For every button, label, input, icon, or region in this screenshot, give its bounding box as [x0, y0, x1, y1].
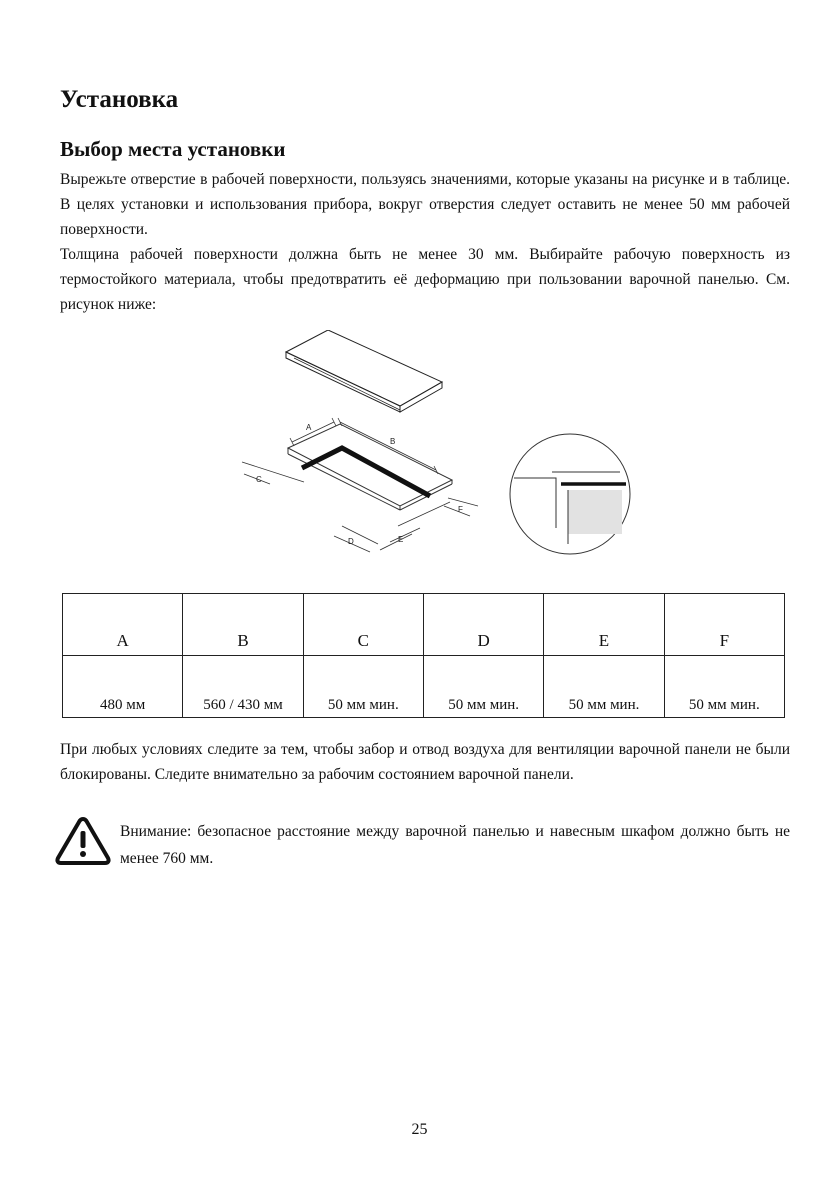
header-cell-a: A — [63, 594, 183, 656]
label-c: C — [256, 475, 262, 484]
dimensions-table — [62, 593, 785, 718]
label-b: B — [390, 437, 396, 446]
installation-diagram — [230, 330, 640, 560]
ventilation-paragraph: При любых условиях следите за тем, чтобы забор и отвод воздуха для вентиляции варочной панели не были блокированы. Следите внимательно за рабочим состоянием варочной панели. — [60, 741, 790, 783]
warning-text: Внимание: безопасное расстояние между варочной панелью и навесным шкафом должно быть не менее 760 мм. — [120, 823, 790, 867]
label-d: D — [348, 537, 354, 546]
header-cell-b: B — [183, 594, 303, 656]
label-a: A — [306, 423, 312, 432]
header-cell-e: E — [544, 594, 664, 656]
table-header-row — [63, 594, 785, 656]
label-f: F — [458, 505, 463, 514]
header-cell-c: C — [303, 594, 423, 656]
value-cell-c: 50 мм мин. — [303, 656, 423, 718]
thickness-paragraph: Толщина рабочей поверхности должна быть не менее 30 мм. Выбирайте рабочую поверхность из термостойкого материала, чтобы предотвратить её деформацию при пользовании варочной панелью. См. рисунок ниже: — [60, 246, 790, 313]
header-cell-d: D — [423, 594, 543, 656]
detail-circle — [510, 434, 630, 554]
table-value-row — [63, 656, 785, 718]
value-cell-b: 560 / 430 мм — [183, 656, 303, 718]
page-heading: Установка — [60, 86, 179, 113]
value-cell-a: 480 мм — [63, 656, 183, 718]
warning-icon — [55, 816, 111, 866]
section-heading: Выбор места установки — [60, 137, 286, 161]
label-e: E — [398, 535, 404, 544]
header-cell-f: F — [664, 594, 784, 656]
page-number: 25 — [411, 1121, 428, 1138]
value-cell-d: 50 мм мин. — [423, 656, 543, 718]
value-cell-e: 50 мм мин. — [544, 656, 664, 718]
value-cell-f: 50 мм мин. — [664, 656, 784, 718]
intro-paragraph: Вырежьте отверстие в рабочей поверхности, пользуясь значениями, которые указаны на рисунке и в таблице. В целях установки и использования прибора, вокруг отверстия следует оставить не менее 50 мм рабочей поверхности. — [60, 171, 790, 238]
hob-illustration — [286, 330, 442, 412]
